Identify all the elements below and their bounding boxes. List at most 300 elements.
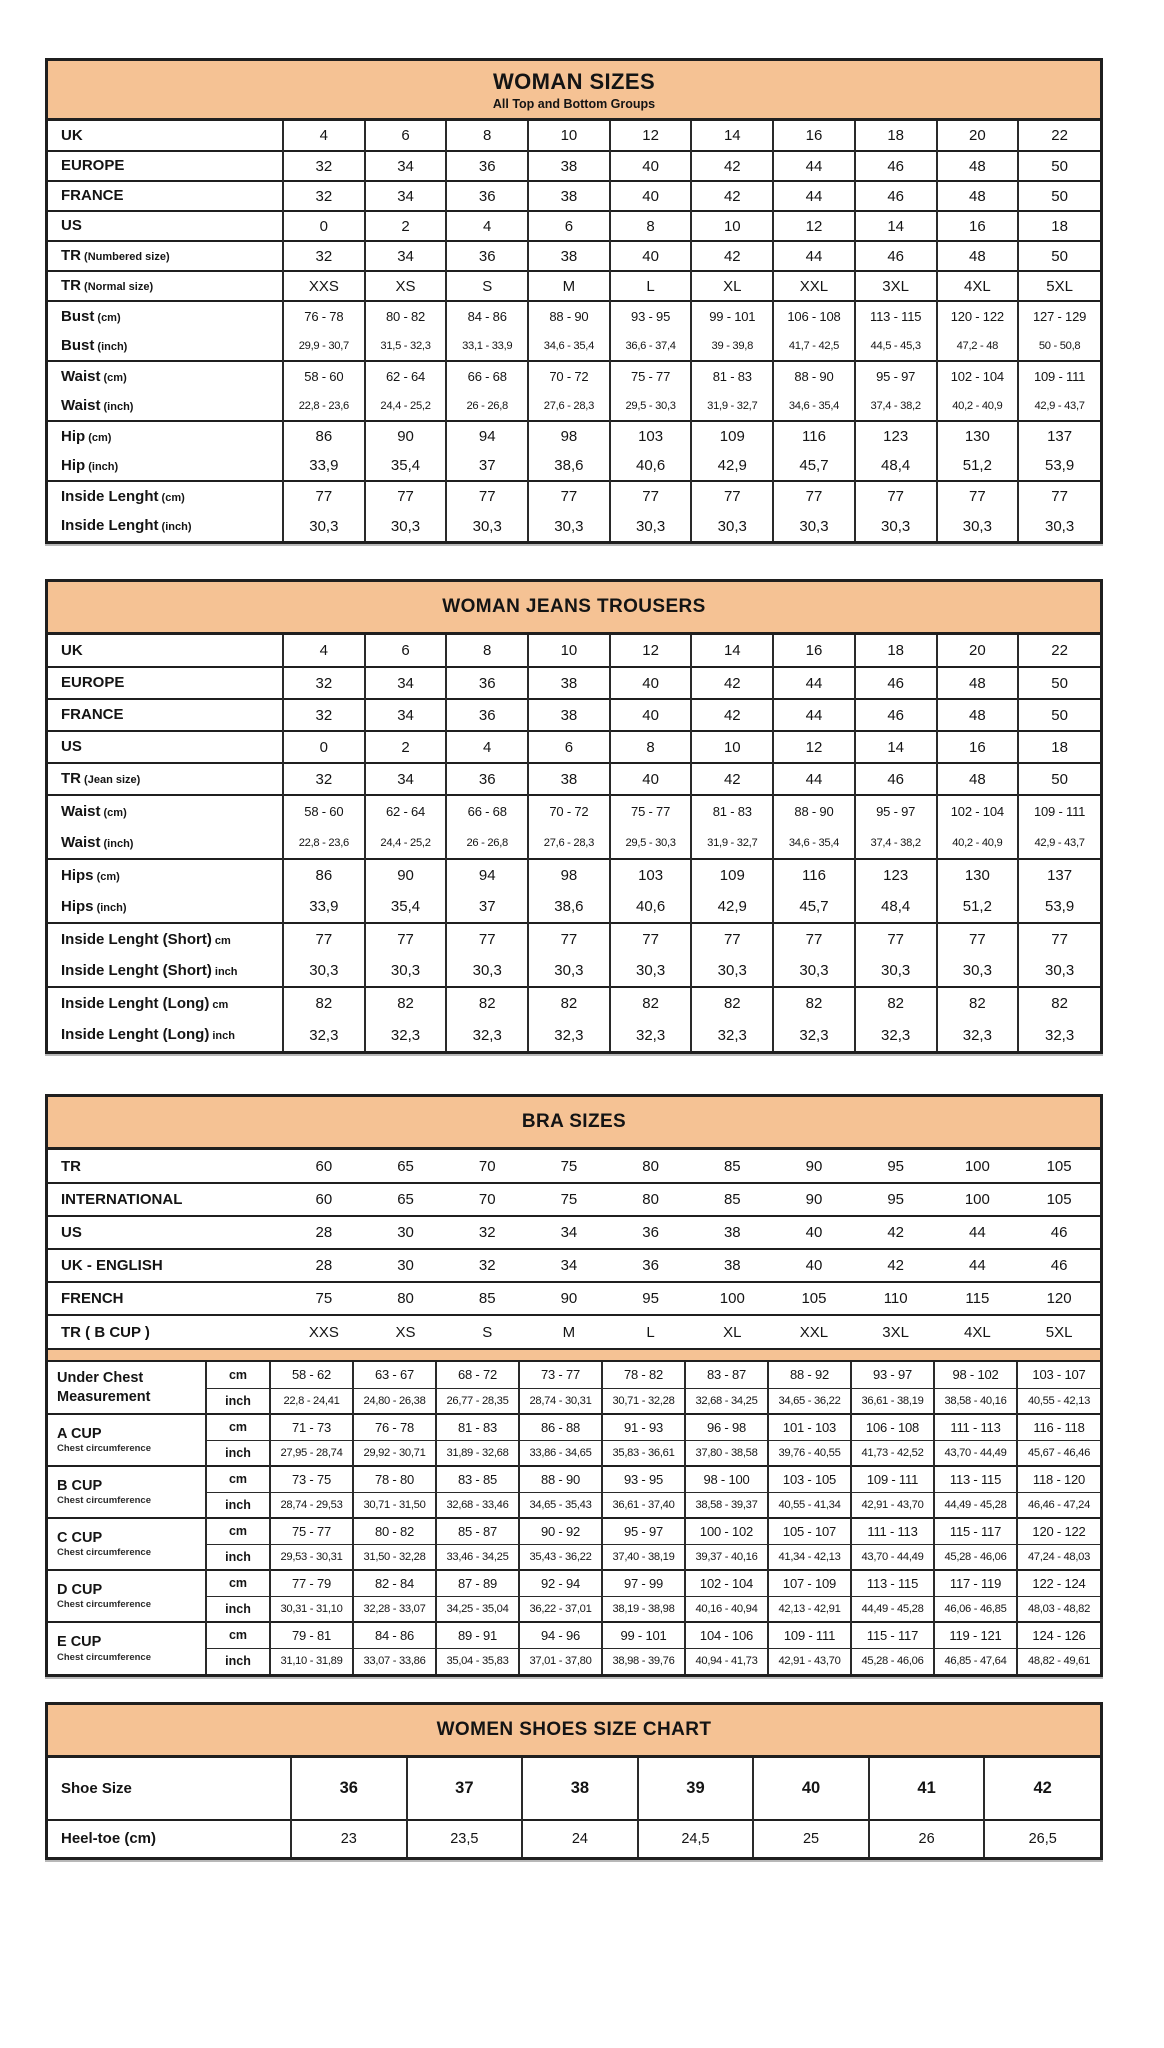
size-cell: 98 - 100	[685, 1466, 768, 1492]
size-cell: 32,3	[528, 1019, 610, 1051]
size-cell: 34	[365, 763, 447, 795]
size-cell: 12	[610, 635, 692, 667]
table-row	[48, 1019, 1100, 1051]
row-label-text: US	[61, 217, 82, 234]
row-label-text: TR	[61, 247, 81, 264]
size-cell: 41,7 - 42,5	[773, 331, 855, 361]
size-cell: 82	[446, 987, 528, 1019]
size-cell: 118 - 120	[1017, 1466, 1100, 1492]
jeans-trousers-grid	[48, 635, 1100, 1051]
size-cell: 48	[937, 667, 1019, 699]
size-cell: 96 - 98	[685, 1414, 768, 1440]
size-cell: 28,74 - 30,31	[519, 1388, 602, 1414]
size-cell: 84 - 86	[353, 1622, 436, 1648]
size-cell: 36,6 - 37,4	[610, 331, 692, 361]
size-cell: 58 - 60	[283, 361, 365, 391]
size-cell: 39,37 - 40,16	[685, 1544, 768, 1570]
size-cell: 82	[937, 987, 1019, 1019]
row-label-unit: (inch)	[158, 521, 192, 533]
size-cell: 75	[560, 1157, 578, 1175]
row-label-unit: (cm)	[93, 870, 120, 883]
size-cell: 14	[855, 731, 937, 763]
size-cell: 82	[773, 987, 855, 1019]
size-cell: 66 - 68	[446, 795, 528, 827]
size-cell: 34	[560, 1224, 578, 1241]
size-cell: 80	[642, 1157, 659, 1175]
size-cell: 32,3	[691, 1019, 773, 1051]
size-cell: 109 - 111	[1018, 795, 1100, 827]
size-cell: 83 - 87	[685, 1362, 768, 1388]
size-cell: 46	[855, 151, 937, 181]
size-cell: 16	[773, 635, 855, 667]
size-cell: 22,8 - 23,6	[283, 827, 365, 859]
table-row	[48, 923, 1100, 955]
table-row	[48, 635, 1100, 667]
unit-label-cm: cm	[206, 1362, 270, 1388]
size-cell: 88 - 90	[528, 301, 610, 331]
size-cell: 40	[610, 151, 692, 181]
size-cell: 23	[291, 1820, 407, 1857]
size-cell: 42	[887, 1224, 904, 1241]
size-cell: 62 - 64	[365, 795, 447, 827]
size-cell: 37,40 - 38,19	[602, 1544, 685, 1570]
row-label	[48, 1183, 283, 1216]
row-group	[48, 241, 1100, 271]
row-label	[48, 1570, 206, 1622]
size-cell: 65	[397, 1191, 414, 1208]
row-label-text: Hip	[61, 456, 86, 474]
size-cell: 29,53 - 30,31	[270, 1544, 353, 1570]
size-cell: 75 - 77	[610, 795, 692, 827]
size-cell: 8	[610, 211, 692, 241]
row-label	[48, 1249, 283, 1282]
row-label	[48, 121, 283, 151]
size-cell: 115 - 117	[851, 1622, 934, 1648]
size-cell: 90	[805, 1157, 823, 1175]
size-cell: 42	[691, 151, 773, 181]
size-cell: 123	[855, 421, 937, 451]
table-row	[48, 859, 1100, 891]
size-cell: 111 - 113	[851, 1518, 934, 1544]
size-cell: 50	[1018, 181, 1100, 211]
size-cell: 6	[528, 211, 610, 241]
size-cell: 34,6 - 35,4	[773, 827, 855, 859]
table-row	[48, 481, 1100, 511]
size-cell: 81 - 83	[691, 361, 773, 391]
size-cell: 48,03 - 48,82	[1017, 1596, 1100, 1622]
size-cell: 127 - 129	[1018, 301, 1100, 331]
row-label-unit: (inch)	[100, 400, 134, 413]
row-label-unit: (cm)	[158, 491, 185, 504]
size-cell: 24	[522, 1820, 638, 1857]
size-cell: 35,4	[365, 891, 447, 923]
row-label	[48, 511, 283, 541]
row-label	[48, 1758, 291, 1820]
size-cell: 93 - 95	[610, 301, 692, 331]
size-cell: 113 - 115	[851, 1570, 934, 1596]
size-cell: XXS	[308, 1323, 339, 1341]
size-cell: 75 - 77	[610, 361, 692, 391]
size-cell: 8	[610, 731, 692, 763]
row-sublabel: Chest circumference	[57, 1443, 151, 1455]
size-cell: 31,89 - 32,68	[436, 1440, 519, 1466]
row-label-text: D CUP	[57, 1581, 103, 1598]
size-cell: 38	[528, 667, 610, 699]
size-cell: 48	[937, 699, 1019, 731]
size-cell: 90 - 92	[519, 1518, 602, 1544]
size-cell: 120	[1046, 1290, 1072, 1307]
size-cell: 73 - 75	[270, 1466, 353, 1492]
size-cell: 12	[610, 121, 692, 151]
table-row	[48, 1518, 1100, 1544]
size-cell: 38,58 - 40,16	[934, 1388, 1017, 1414]
size-cell: 77	[855, 923, 937, 955]
size-cell: 43,70 - 44,49	[934, 1440, 1017, 1466]
size-cell: 2	[365, 211, 447, 241]
row-label-text: US	[61, 738, 82, 755]
size-cell: 22,8 - 23,6	[283, 391, 365, 421]
woman-sizes-title: WOMAN SIZES	[492, 68, 656, 94]
size-cell: 22,8 - 24,41	[270, 1388, 353, 1414]
size-cell: 50	[1018, 667, 1100, 699]
row-label	[48, 1466, 206, 1518]
size-cell: 47,2 - 48	[937, 331, 1019, 361]
size-cell: 44	[773, 241, 855, 271]
size-cell: 86 - 88	[519, 1414, 602, 1440]
size-cell: 109 - 111	[1018, 361, 1100, 391]
row-label-unit: (Numbered size)	[81, 251, 170, 263]
size-cell: 39	[638, 1758, 754, 1820]
size-cell: 113 - 115	[855, 301, 937, 331]
row-label-text: A CUP	[57, 1425, 102, 1442]
size-cell: 40,55 - 42,13	[1017, 1388, 1100, 1414]
size-cell: 94	[446, 859, 528, 891]
size-cell: 32,3	[283, 1019, 365, 1051]
size-cell: 86	[283, 859, 365, 891]
size-cell: 95 - 97	[602, 1518, 685, 1544]
size-cell: 26,77 - 28,35	[436, 1388, 519, 1414]
size-cell: 106 - 108	[851, 1414, 934, 1440]
row-group	[48, 181, 1100, 211]
size-cell: 60	[315, 1191, 333, 1208]
row-label-text: EUROPE	[61, 674, 125, 691]
size-cell: 36	[446, 763, 528, 795]
size-cell: 58 - 60	[283, 795, 365, 827]
unit-label-inch: inch	[206, 1440, 270, 1466]
row-sublabel: Chest circumference	[57, 1495, 151, 1507]
size-cell: 77	[283, 481, 365, 511]
size-cell: 95 - 97	[855, 795, 937, 827]
size-cell: 100	[964, 1157, 990, 1175]
size-cell: 32,3	[446, 1019, 528, 1051]
size-cell: 77	[610, 481, 692, 511]
size-cell: 38	[528, 699, 610, 731]
row-label-text: Waist	[61, 802, 101, 820]
size-cell: 93 - 95	[602, 1466, 685, 1492]
size-cell: 34	[365, 181, 447, 211]
size-cell: 32	[283, 181, 365, 211]
table-row	[48, 1315, 1100, 1348]
size-cell: 91 - 93	[602, 1414, 685, 1440]
row-label	[48, 859, 283, 891]
size-cell: 5XL	[1045, 1323, 1073, 1341]
size-cell: 82	[283, 987, 365, 1019]
size-cell: 92 - 94	[519, 1570, 602, 1596]
row-group	[48, 699, 1100, 731]
size-cell: 41,34 - 42,13	[768, 1544, 851, 1570]
size-cell: 28,74 - 29,53	[270, 1492, 353, 1518]
size-cell: 95	[887, 1157, 904, 1175]
size-cell: 31,50 - 32,28	[353, 1544, 436, 1570]
size-cell: 77	[773, 481, 855, 511]
row-group	[48, 731, 1100, 763]
row-label-text: Inside Lenght (Short)	[61, 961, 212, 979]
size-cell: 31,9 - 32,7	[691, 391, 773, 421]
size-cell: 42,91 - 43,70	[851, 1492, 934, 1518]
table-row	[48, 1570, 1100, 1596]
size-cell: 8	[446, 635, 528, 667]
row-label-text: UK	[61, 126, 83, 144]
size-cell: 34,6 - 35,4	[773, 391, 855, 421]
size-cell: 32	[283, 699, 365, 731]
size-cell: 38	[723, 1224, 741, 1241]
woman-sizes-grid	[48, 121, 1100, 541]
row-label	[48, 1622, 206, 1674]
row-label	[48, 923, 283, 955]
size-cell: 12	[773, 211, 855, 241]
row-group	[48, 361, 1100, 421]
row-label-text: Bust	[61, 307, 95, 325]
size-cell: 48	[937, 763, 1019, 795]
row-label	[48, 331, 283, 361]
size-cell: 30,3	[855, 955, 937, 987]
size-cell: 97 - 99	[602, 1570, 685, 1596]
size-cell: 36,61 - 37,40	[602, 1492, 685, 1518]
size-cell: 4	[446, 731, 528, 763]
size-cell: 36	[642, 1257, 659, 1274]
size-cell: 41,73 - 42,52	[851, 1440, 934, 1466]
size-cell: M	[562, 1323, 576, 1341]
row-group	[48, 301, 1100, 361]
size-cell: 115	[965, 1290, 990, 1307]
size-cell: 30,3	[691, 955, 773, 987]
size-cell: 137	[1018, 859, 1100, 891]
size-cell: 46	[855, 667, 937, 699]
size-cell: 43,70 - 44,49	[851, 1544, 934, 1570]
size-cell: 3XL	[882, 1323, 909, 1341]
table-row	[48, 1150, 1100, 1183]
size-cell: 76 - 78	[283, 301, 365, 331]
size-cell: 0	[283, 211, 365, 241]
size-cell: 14	[691, 121, 773, 151]
size-cell: 45,28 - 46,06	[851, 1648, 934, 1674]
row-label	[48, 795, 283, 827]
size-cell: 26 - 26,8	[446, 391, 528, 421]
size-cell: 22	[1018, 635, 1100, 667]
size-cell: 46,85 - 47,64	[934, 1648, 1017, 1674]
size-cell: 37,4 - 38,2	[855, 827, 937, 859]
bra-sizes-header	[48, 1097, 1100, 1150]
size-cell: 94 - 96	[519, 1622, 602, 1648]
row-group	[48, 763, 1100, 795]
size-cell: 36,22 - 37,01	[519, 1596, 602, 1622]
table-row	[48, 763, 1100, 795]
size-cell: 46	[1050, 1257, 1068, 1274]
size-cell: 41	[869, 1758, 985, 1820]
size-cell: 30,3	[365, 955, 447, 987]
size-cell: 85	[723, 1157, 741, 1175]
size-cell: 20	[937, 121, 1019, 151]
table-row	[48, 1596, 1100, 1622]
size-cell: 76 - 78	[353, 1414, 436, 1440]
size-cell: 27,6 - 28,3	[528, 827, 610, 859]
row-group	[48, 421, 1100, 481]
row-label-text: Waist	[61, 367, 101, 385]
row-group	[48, 859, 1100, 923]
shoes-size-header	[48, 1705, 1100, 1758]
size-cell: 42,9 - 43,7	[1018, 827, 1100, 859]
jeans-trousers-table	[45, 579, 1103, 1054]
row-label-unit: (cm)	[85, 431, 112, 444]
row-label	[48, 361, 283, 391]
size-cell: 77 - 79	[270, 1570, 353, 1596]
size-cell: 34,25 - 35,04	[436, 1596, 519, 1622]
row-group	[48, 923, 1100, 987]
size-cell: 71 - 73	[270, 1414, 353, 1440]
row-group	[48, 121, 1100, 151]
size-cell: 32	[283, 241, 365, 271]
size-cell: 70 - 72	[528, 795, 610, 827]
row-label-unit: cm	[211, 934, 231, 947]
size-cell: 18	[855, 635, 937, 667]
size-cell: 10	[528, 635, 610, 667]
size-cell: 46	[1050, 1224, 1068, 1241]
cup-row-group	[48, 1362, 1100, 1414]
table-row	[48, 451, 1100, 481]
size-cell: 80 - 82	[353, 1518, 436, 1544]
size-cell: 40	[610, 699, 692, 731]
size-cell: 95	[887, 1191, 904, 1208]
size-cell: 30,3	[365, 511, 447, 541]
size-cell: 40	[610, 181, 692, 211]
size-cell: 20	[937, 635, 1019, 667]
size-cell: 38	[528, 151, 610, 181]
size-cell: 40,94 - 41,73	[685, 1648, 768, 1674]
size-cell: XL	[691, 271, 773, 301]
table-row	[48, 391, 1100, 421]
size-cell: S	[446, 271, 528, 301]
size-cell: 30,3	[528, 955, 610, 987]
size-cell: 48,4	[855, 891, 937, 923]
size-cell: 116 - 118	[1017, 1414, 1100, 1440]
size-cell: 18	[855, 121, 937, 151]
size-cell: 30	[397, 1257, 414, 1274]
row-label-text: E CUP	[57, 1634, 102, 1651]
size-cell: 83 - 85	[436, 1466, 519, 1492]
table-row	[48, 1282, 1100, 1315]
size-cell: S	[482, 1323, 493, 1341]
unit-label-inch: inch	[206, 1492, 270, 1518]
size-cell: 117 - 119	[934, 1570, 1017, 1596]
row-label-unit: inch	[211, 965, 238, 978]
size-cell: 88 - 90	[773, 795, 855, 827]
table-row	[48, 421, 1100, 451]
size-cell: 37	[446, 891, 528, 923]
size-cell: 30,3	[937, 955, 1019, 987]
row-label-text: Hips	[61, 866, 94, 884]
size-cell: 36	[642, 1224, 659, 1241]
size-grid-table	[48, 635, 1100, 1051]
table-row	[48, 511, 1100, 541]
row-group	[48, 481, 1100, 541]
size-cell: 40,6	[610, 451, 692, 481]
size-cell: 93 - 97	[851, 1362, 934, 1388]
size-cell: 16	[773, 121, 855, 151]
size-cell: 38	[723, 1257, 741, 1274]
size-cell: 36	[446, 667, 528, 699]
size-cell: 32	[283, 151, 365, 181]
size-cell: 32,3	[855, 1019, 937, 1051]
size-cell: 26,5	[984, 1820, 1100, 1857]
size-cell: 99 - 101	[691, 301, 773, 331]
bra-cup-sizes-grid	[48, 1362, 1100, 1674]
size-cell: 10	[691, 211, 773, 241]
table-row	[48, 1183, 1100, 1216]
size-cell: 32	[478, 1257, 496, 1274]
size-cell: 109 - 111	[851, 1466, 934, 1492]
size-cell: 123	[855, 859, 937, 891]
row-label	[48, 301, 283, 331]
size-grid-table	[48, 121, 1100, 541]
size-cell: 42,13 - 42,91	[768, 1596, 851, 1622]
size-cell: L	[646, 1323, 655, 1341]
size-cell: 101 - 103	[768, 1414, 851, 1440]
size-cell: 98 - 102	[934, 1362, 1017, 1388]
size-cell: 50	[1018, 699, 1100, 731]
size-cell: 103 - 105	[768, 1466, 851, 1492]
size-cell: 81 - 83	[691, 795, 773, 827]
row-label	[48, 987, 283, 1019]
size-cell: 2	[365, 731, 447, 763]
size-cell: 77	[937, 481, 1019, 511]
table-row	[48, 827, 1100, 859]
size-cell: 42,9 - 43,7	[1018, 391, 1100, 421]
size-cell: 29,9 - 30,7	[283, 331, 365, 361]
size-cell: 95 - 97	[855, 361, 937, 391]
size-cell: 30,3	[446, 511, 528, 541]
size-cell: 32,3	[365, 1019, 447, 1051]
size-cell: 45,28 - 46,06	[934, 1544, 1017, 1570]
row-label-unit: (cm)	[100, 806, 127, 819]
bra-sizes-title: BRA SIZES	[521, 1111, 627, 1132]
size-cell: 85	[478, 1290, 496, 1307]
row-label	[48, 1019, 283, 1051]
size-cell: 98	[528, 421, 610, 451]
cup-row-group	[48, 1518, 1100, 1570]
table-row	[48, 1362, 1100, 1388]
size-cell: 88 - 90	[519, 1466, 602, 1492]
row-label-text: Bust	[61, 336, 95, 354]
shoes-size-table	[45, 1702, 1103, 1860]
size-cell: 100	[964, 1191, 990, 1208]
size-cell: 33,86 - 34,65	[519, 1440, 602, 1466]
row-label	[48, 1282, 283, 1315]
woman-sizes-table	[45, 58, 1103, 544]
size-cell: 86	[283, 421, 365, 451]
size-cell: 33,1 - 33,9	[446, 331, 528, 361]
row-label-text: Hips	[61, 897, 94, 915]
row-label-text: B CUP	[57, 1477, 103, 1494]
